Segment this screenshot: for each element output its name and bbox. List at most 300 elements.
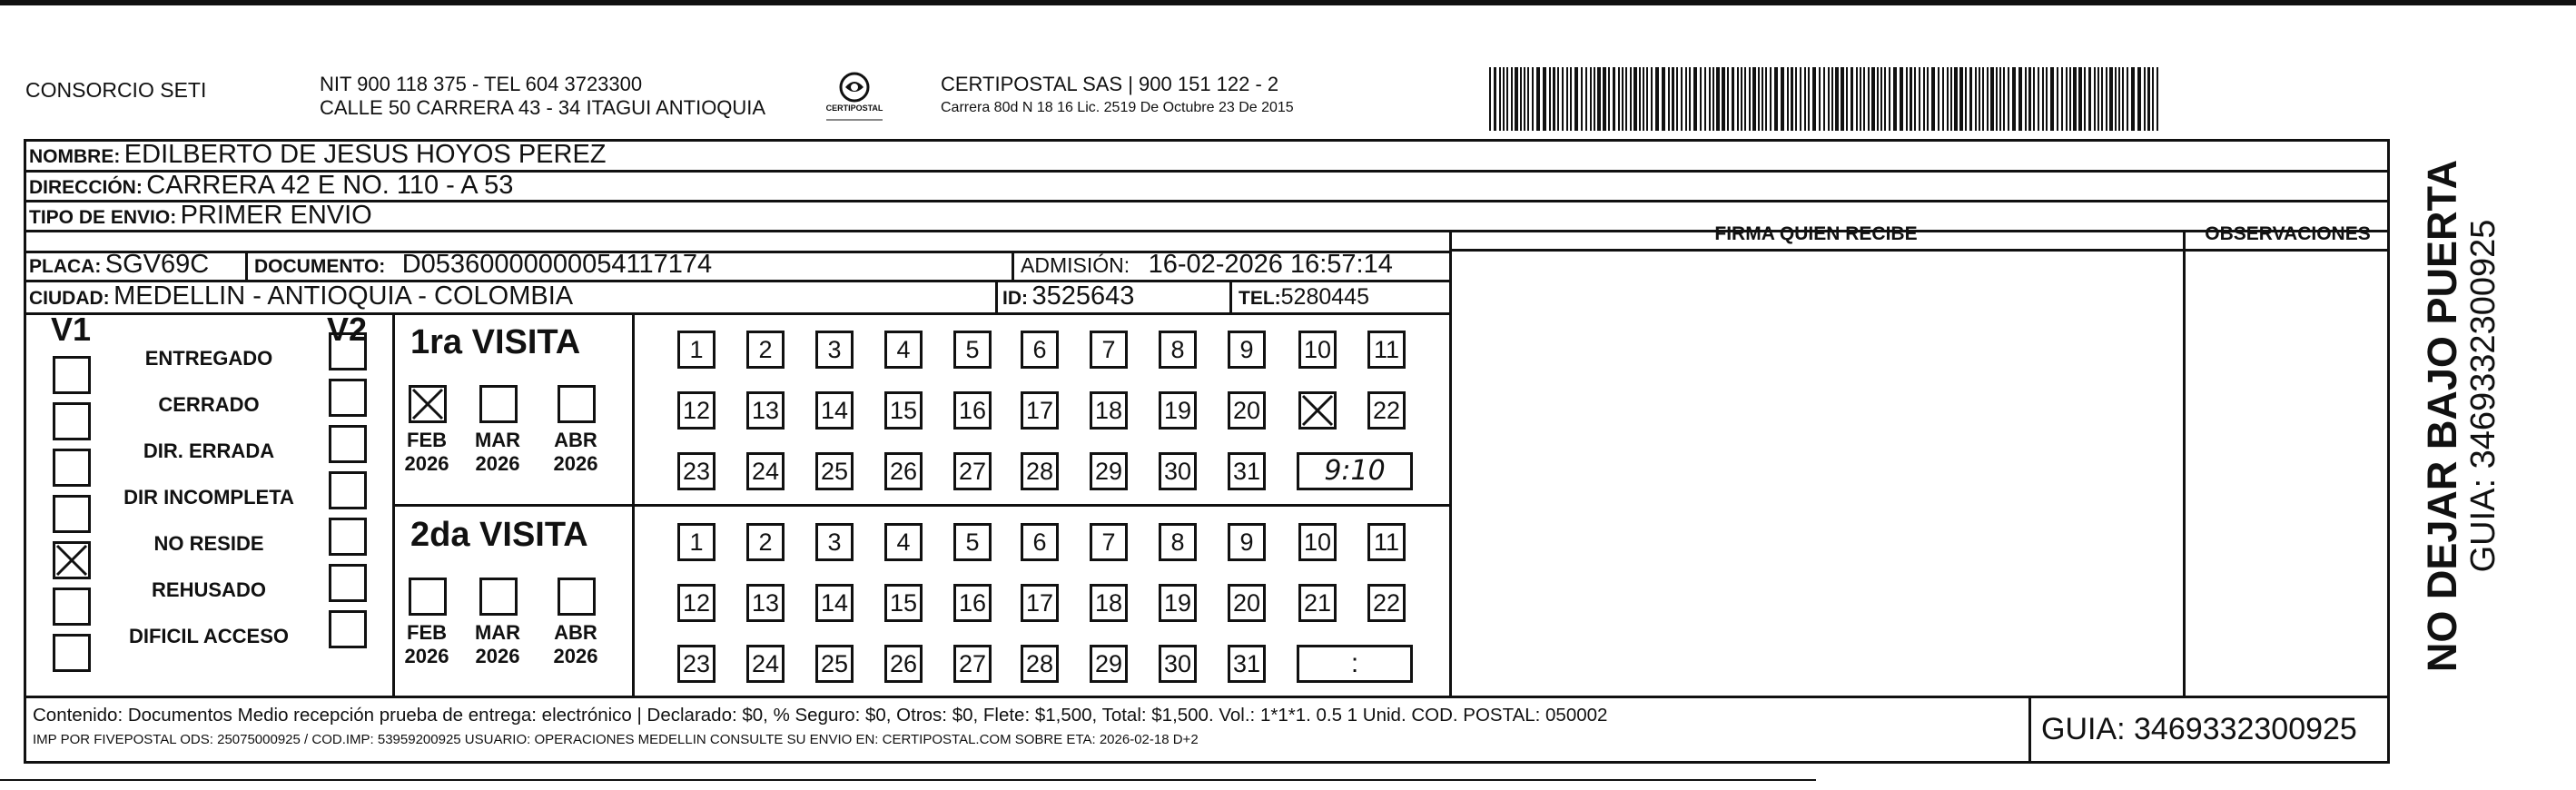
barcode-bar	[2038, 67, 2039, 131]
day-checkbox[interactable]: 24	[746, 645, 785, 683]
barcode-bar	[1950, 67, 1952, 131]
admision-value: 16-02-2026 16:57:14	[1148, 250, 1393, 279]
day-checkbox[interactable]: 3	[815, 331, 854, 369]
barcode-bar	[1947, 67, 1949, 131]
barcode-bar	[2144, 67, 2146, 131]
tel-row	[1239, 284, 1369, 311]
v1-label: V1	[51, 311, 92, 348]
day-checkbox[interactable]: 23	[677, 452, 716, 490]
barcode-bar	[1828, 67, 1830, 131]
barcode-bar	[1884, 67, 1886, 131]
row-divider	[24, 696, 2390, 698]
col-divider	[1012, 251, 1014, 281]
day-checkbox[interactable]: 7	[1090, 523, 1128, 561]
barcode-bar	[1557, 67, 1559, 131]
day-checkbox[interactable]: 5	[953, 523, 992, 561]
certipostal-logo-icon	[821, 69, 888, 123]
barcode-bar	[1499, 67, 1501, 131]
address-line: CALLE 50 CARRERA 43 - 34 ITAGUI ANTIOQUIA	[320, 96, 766, 119]
barcode-bar	[2061, 67, 2063, 131]
barcode-bar	[1893, 67, 1897, 131]
barcode-bar	[2046, 67, 2048, 131]
day-checkbox[interactable]: 25	[815, 645, 854, 683]
time-field[interactable]: 9:10	[1297, 452, 1413, 490]
status-option-label: REHUSADO	[152, 578, 266, 601]
barcode-bar	[1919, 67, 1920, 131]
month-checkbox[interactable]	[409, 385, 447, 423]
day-checkbox[interactable]: 31	[1228, 452, 1266, 490]
barcode-bar	[1585, 67, 1587, 131]
barcode-bar	[1923, 67, 1925, 131]
v1-checkbox[interactable]	[53, 634, 91, 672]
v1-checkbox[interactable]	[53, 541, 91, 579]
barcode-bar	[1999, 67, 2001, 131]
status-option-label: ENTREGADO	[144, 347, 273, 370]
barcode-bar	[1975, 67, 1977, 131]
carrier-line: CERTIPOSTAL SAS | 900 151 122 - 2	[941, 73, 1279, 95]
barcode-bar	[1831, 67, 1833, 131]
barcode-bar	[1851, 67, 1853, 131]
barcode-bar	[1762, 67, 1763, 131]
barcode-bar	[1618, 67, 1620, 131]
barcode-bar	[1668, 67, 1670, 131]
barcode-bar	[2003, 67, 2005, 131]
barcode-bar	[1900, 67, 1903, 131]
month-checkbox[interactable]	[558, 578, 596, 616]
day-checkbox[interactable]: 28	[1021, 645, 1059, 683]
barcode-bar	[1603, 67, 1606, 131]
logo-text: CERTIPOSTAL	[825, 104, 883, 113]
barcode-bar	[1969, 67, 1972, 131]
day-checkbox[interactable]: 14	[815, 584, 854, 622]
barcode-bar	[1594, 67, 1595, 131]
row-divider	[392, 504, 1451, 507]
admision-row	[1021, 250, 1393, 280]
barcode-bar	[2094, 67, 2096, 131]
month-label: MAR 2026	[474, 429, 521, 475]
col-divider	[995, 280, 998, 312]
day-checkbox[interactable]: 28	[1021, 452, 1059, 490]
col-divider	[1449, 230, 1452, 696]
v1-checkbox[interactable]	[53, 495, 91, 533]
barcode-bar	[2066, 67, 2068, 131]
id-value: 3525643	[1031, 281, 1135, 311]
barcode-bar	[1781, 67, 1784, 131]
barcode-bar	[1633, 67, 1637, 131]
ciudad-row	[29, 281, 573, 311]
barcode-bar	[1716, 67, 1720, 131]
barcode-bar	[1700, 67, 1702, 131]
barcode-bar	[1712, 67, 1714, 131]
v1-checkbox[interactable]	[53, 449, 91, 487]
barcode-bar	[2084, 67, 2086, 131]
barcode-bar	[1938, 67, 1939, 131]
visit-title: 2da VISITA	[410, 516, 588, 554]
day-checkbox[interactable]: 27	[953, 645, 992, 683]
day-checkbox[interactable]: 12	[677, 391, 716, 430]
day-checkbox[interactable]: 29	[1090, 645, 1128, 683]
barcode-bar	[1868, 67, 1870, 131]
barcode-bar	[1515, 67, 1518, 131]
barcode-bar	[2152, 67, 2154, 131]
day-checkbox[interactable]: 14	[815, 391, 854, 430]
status-option-label: NO RESIDE	[153, 532, 264, 555]
v1-checkbox[interactable]	[53, 356, 91, 394]
barcode-bar	[1987, 67, 1989, 131]
barcode-bar	[1625, 67, 1627, 131]
v2-checkbox[interactable]	[329, 425, 367, 463]
day-checkbox[interactable]: 6	[1021, 331, 1059, 369]
barcode-bar	[1662, 67, 1665, 131]
barcode-bar	[1532, 67, 1534, 131]
barcode-bar	[2088, 67, 2091, 131]
barcode-bar	[1787, 67, 1789, 131]
barcode-bar	[2157, 67, 2158, 131]
day-checkbox[interactable]: 22	[1367, 584, 1406, 622]
barcode-bar	[1800, 67, 1801, 131]
barcode-bar	[1689, 67, 1691, 131]
month-checkbox[interactable]	[558, 385, 596, 423]
barcode-bar	[1727, 67, 1729, 131]
barcode-bar	[1553, 67, 1555, 131]
barcode-bar	[1693, 67, 1697, 131]
v2-checkbox[interactable]	[329, 564, 367, 602]
barcode-bar	[2106, 67, 2107, 131]
barcode-bar	[1910, 67, 1912, 131]
barcode-bar	[1791, 67, 1793, 131]
firma-quien-recibe-label: FIRMA QUIEN RECIBE	[1714, 223, 1918, 244]
day-checkbox[interactable]: 9	[1228, 331, 1266, 369]
barcode-bar	[1856, 67, 1858, 131]
barcode-bar	[1608, 67, 1610, 131]
id-label: ID:	[1002, 288, 1028, 309]
barcode-bar	[1651, 67, 1653, 131]
month-label: ABR 2026	[553, 621, 598, 667]
barcode-bar	[1819, 67, 1821, 131]
status-option-label: DIR INCOMPLETA	[123, 486, 294, 509]
barcode-bar	[1996, 67, 1998, 131]
barcode-bar	[1681, 67, 1683, 131]
barcode-bar	[1655, 67, 1659, 131]
barcode-bar	[2018, 67, 2022, 131]
barcode-bar	[2078, 67, 2082, 131]
barcode-bar	[2137, 67, 2141, 131]
documento-value: D05360000000054117174	[401, 250, 713, 279]
barcode-bar	[1597, 67, 1601, 131]
v2-checkbox[interactable]	[329, 610, 367, 648]
barcode-bar	[1506, 67, 1508, 131]
day-checkbox[interactable]: 29	[1090, 452, 1128, 490]
day-checkbox[interactable]: 20	[1228, 584, 1266, 622]
day-checkbox[interactable]: 22	[1367, 391, 1406, 430]
day-checkbox[interactable]: 10	[1298, 331, 1337, 369]
barcode-bar	[2147, 67, 2150, 131]
tel-label: TEL:	[1239, 288, 1281, 309]
x-mark-icon	[411, 388, 444, 420]
no-dejar-bajo-puerta: NO DEJAR BAJO PUERTA	[2419, 159, 2465, 673]
observaciones-label: OBSERVACIONES	[2205, 223, 2371, 244]
barcode-bar	[1863, 67, 1865, 131]
day-checkbox[interactable]: 2	[746, 331, 785, 369]
barcode-bar	[1566, 67, 1568, 131]
barcode-bar	[1990, 67, 1994, 131]
day-checkbox[interactable]: 23	[677, 645, 716, 683]
barcode-bar	[1835, 67, 1839, 131]
v2-checkbox[interactable]	[329, 332, 367, 370]
barcode-bar	[1823, 67, 1825, 131]
barcode-bar	[1795, 67, 1797, 131]
day-checkbox[interactable]: 13	[746, 584, 785, 622]
documento-label: DOCUMENTO:	[254, 256, 386, 277]
barcode-bar	[2122, 67, 2124, 131]
day-checkbox[interactable]: 21	[1298, 584, 1337, 622]
barcode-bar	[1889, 67, 1890, 131]
col-divider	[1229, 280, 1232, 312]
barcode-bar	[1520, 67, 1522, 131]
barcode-bar	[2101, 67, 2103, 131]
barcode-bar	[1979, 67, 1980, 131]
barcode-bar	[1672, 67, 1674, 131]
contenido-line: Contenido: Documentos Medio recepción prueba de entrega: electrónico | Declarado: $0, % Seguro: $0, Otros: $0, Flete: $1,500, Total: $1,500. Vol.: 1*1*1. 0.5 1 Unid. COD. POSTAL: 050002	[33, 705, 1608, 726]
barcode-bar	[1543, 67, 1546, 131]
day-checkbox[interactable]: 13	[746, 391, 785, 430]
month-label: ABR 2026	[553, 429, 598, 475]
barcode-bar	[1574, 67, 1578, 131]
status-option-label: DIR. ERRADA	[143, 439, 275, 462]
barcode-bar	[2115, 67, 2117, 131]
barcode-bar	[1846, 67, 1848, 131]
barcode-bar	[1954, 67, 1958, 131]
day-checkbox[interactable]: 3	[815, 523, 854, 561]
barcode-bar	[1927, 67, 1929, 131]
day-checkbox[interactable]: 7	[1090, 331, 1128, 369]
barcode-bar	[2008, 67, 2009, 131]
placa-row	[29, 250, 209, 280]
barcode-bar	[1685, 67, 1687, 131]
barcode-bar	[1562, 67, 1564, 131]
ciudad-label: CIUDAD:	[29, 288, 110, 309]
barcode-bar	[2118, 67, 2120, 131]
barcode	[1489, 67, 2179, 131]
barcode-bar	[1744, 67, 1746, 131]
barcode-bar	[1622, 67, 1624, 131]
day-checkbox[interactable]: 11	[1367, 331, 1406, 369]
barcode-bar	[2057, 67, 2058, 131]
barcode-bar	[1704, 67, 1706, 131]
documento-row	[254, 250, 712, 280]
v2-checkbox[interactable]	[329, 379, 367, 417]
x-mark-icon	[1301, 394, 1334, 427]
day-checkbox[interactable]: 6	[1021, 523, 1059, 561]
barcode-bar	[2073, 67, 2077, 131]
nit-line: NIT 900 118 375 - TEL 604 3723300	[320, 73, 643, 95]
barcode-bar	[1752, 67, 1756, 131]
day-checkbox[interactable]: 10	[1298, 523, 1337, 561]
day-checkbox[interactable]: 15	[884, 391, 923, 430]
barcode-bar	[1613, 67, 1615, 131]
v2-checkbox[interactable]	[329, 518, 367, 556]
barcode-bar	[1741, 67, 1742, 131]
status-option-label: DIFICIL ACCESO	[128, 625, 289, 647]
imp-line: IMP POR FIVEPOSTAL ODS: 25075000925 / COD.IMP: 53959200925 USUARIO: OPERACIONES MEDELLIN CONSULTE SU ENVIO EN: CERTIPOSTAL.COM SOBRE ETA: 2026-02-18 D+2	[33, 732, 1199, 747]
side-text	[2397, 159, 2502, 681]
x-mark-icon	[55, 544, 88, 577]
barcode-bar	[1581, 67, 1583, 131]
day-checkbox[interactable]: 16	[953, 391, 992, 430]
nombre-value: EDILBERTO DE JESUS HOYOS PEREZ	[123, 140, 607, 169]
barcode-bar	[1676, 67, 1678, 131]
time-field[interactable]: :	[1297, 645, 1413, 683]
day-checkbox[interactable]: 18	[1090, 584, 1128, 622]
barcode-bar	[1630, 67, 1632, 131]
day-checkbox[interactable]: 19	[1159, 584, 1197, 622]
day-checkbox[interactable]: 8	[1159, 523, 1197, 561]
id-row	[1002, 281, 1134, 311]
day-checkbox[interactable]: 30	[1159, 452, 1197, 490]
day-checkbox[interactable]: 17	[1021, 584, 1059, 622]
guia-box: GUIA: 3469332300925	[2041, 712, 2357, 746]
barcode-bar	[1914, 67, 1916, 131]
month-checkbox[interactable]	[479, 578, 518, 616]
ciudad-value: MEDELLIN - ANTIOQUIA - COLOMBIA	[114, 281, 574, 311]
barcode-bar	[1804, 67, 1806, 131]
v1-checkbox[interactable]	[53, 588, 91, 626]
day-checkbox[interactable]: 11	[1367, 523, 1406, 561]
day-checkbox[interactable]: 5	[953, 331, 992, 369]
barcode-bar	[2025, 67, 2027, 131]
barcode-bar	[1812, 67, 1816, 131]
nombre-row	[29, 140, 607, 170]
barcode-bar	[1590, 67, 1592, 131]
barcode-bar	[1709, 67, 1711, 131]
month-checkbox[interactable]	[479, 385, 518, 423]
barcode-bar	[1880, 67, 1882, 131]
tipo-envio-value: PRIMER ENVIO	[180, 201, 372, 230]
barcode-bar	[1639, 67, 1641, 131]
barcode-bar	[2131, 67, 2135, 131]
day-checkbox[interactable]: 9	[1228, 523, 1266, 561]
barcode-bar	[1722, 67, 1725, 131]
barcode-bar	[1959, 67, 1963, 131]
month-label: FEB 2026	[404, 621, 449, 667]
day-checkbox[interactable]: 18	[1090, 391, 1128, 430]
day-checkbox[interactable]: 4	[884, 331, 923, 369]
day-checkbox[interactable]: 24	[746, 452, 785, 490]
month-label: MAR 2026	[474, 621, 521, 667]
barcode-bar	[1503, 67, 1505, 131]
day-checkbox[interactable]: 1	[677, 331, 716, 369]
direccion-row	[29, 171, 513, 201]
barcode-bar	[1982, 67, 1984, 131]
barcode-bar	[1942, 67, 1944, 131]
day-checkbox[interactable]: 4	[884, 523, 923, 561]
barcode-bar	[1808, 67, 1810, 131]
day-checkbox[interactable]: 27	[953, 452, 992, 490]
direccion-value: CARRERA 42 E NO. 110 - A 53	[146, 171, 514, 200]
admision-label: ADMISIÓN:	[1021, 253, 1130, 277]
visit-title: 1ra VISITA	[410, 323, 581, 361]
barcode-bar	[1643, 67, 1644, 131]
barcode-bar	[1536, 67, 1540, 131]
day-checkbox[interactable]: 2	[746, 523, 785, 561]
barcode-bar	[1860, 67, 1861, 131]
day-checkbox[interactable]: 26	[884, 645, 923, 683]
license-line: Carrera 80d N 18 16 Lic. 2519 De Octubre 23 De 2015	[941, 100, 1294, 115]
barcode-bar	[1770, 67, 1772, 131]
barcode-bar	[1765, 67, 1767, 131]
day-checkbox[interactable]: 12	[677, 584, 716, 622]
barcode-bar	[1511, 67, 1513, 131]
barcode-bar	[2097, 67, 2099, 131]
day-checkbox[interactable]: 8	[1159, 331, 1197, 369]
barcode-bar	[1494, 67, 1496, 131]
barcode-bar	[1570, 67, 1572, 131]
tipo-envio-row	[29, 201, 372, 231]
barcode-bar	[1877, 67, 1879, 131]
barcode-bar	[1906, 67, 1908, 131]
day-checkbox[interactable]: 17	[1021, 391, 1059, 430]
direccion-label: DIRECCIÓN:	[29, 177, 143, 198]
barcode-bar	[1758, 67, 1760, 131]
company-name: CONSORCIO SETI	[25, 78, 207, 102]
day-checkbox[interactable]: 20	[1228, 391, 1266, 430]
day-checkbox[interactable]	[1298, 391, 1337, 430]
col-divider	[2183, 230, 2186, 696]
barcode-bar	[1841, 67, 1844, 131]
barcode-bar	[1774, 67, 1778, 131]
barcode-bar	[1646, 67, 1648, 131]
barcode-bar	[1749, 67, 1751, 131]
barcode-bar	[2127, 67, 2128, 131]
day-checkbox[interactable]: 31	[1228, 645, 1266, 683]
barcode-bar	[2109, 67, 2113, 131]
day-checkbox[interactable]: 16	[953, 584, 992, 622]
day-checkbox[interactable]: 15	[884, 584, 923, 622]
barcode-bar	[1489, 67, 1491, 131]
barcode-bar	[1737, 67, 1739, 131]
month-label: FEB 2026	[404, 429, 449, 475]
v2-label: V2	[327, 311, 368, 348]
placa-value: SGV69C	[104, 250, 210, 279]
barcode-bar	[1965, 67, 1967, 131]
side-guia: GUIA: 3469332300925	[2464, 219, 2502, 573]
status-option-label: CERRADO	[158, 393, 260, 416]
barcode-bar	[2069, 67, 2071, 131]
barcode-bar	[2012, 67, 2016, 131]
nombre-label: NOMBRE:	[29, 146, 121, 167]
barcode-bar	[1732, 67, 1734, 131]
barcode-bar	[2050, 67, 2054, 131]
v2-checkbox[interactable]	[329, 471, 367, 509]
day-checkbox[interactable]: 19	[1159, 391, 1197, 430]
barcode-bar	[1524, 67, 1525, 131]
v1-checkbox[interactable]	[53, 402, 91, 440]
col-divider	[2028, 696, 2031, 764]
tipo-envio-label: TIPO DE ENVIO:	[29, 207, 177, 228]
placa-label: PLACA:	[29, 256, 102, 277]
day-checkbox[interactable]: 30	[1159, 645, 1197, 683]
barcode-bar	[2042, 67, 2044, 131]
row-divider	[24, 312, 1451, 315]
barcode-bar	[1549, 67, 1551, 131]
day-checkbox[interactable]: 25	[815, 452, 854, 490]
barcode-bar	[2033, 67, 2035, 131]
month-checkbox[interactable]	[409, 578, 447, 616]
scan-edge-top	[0, 0, 2576, 5]
barcode-bar	[1527, 67, 1529, 131]
day-checkbox[interactable]: 26	[884, 452, 923, 490]
day-checkbox[interactable]: 1	[677, 523, 716, 561]
